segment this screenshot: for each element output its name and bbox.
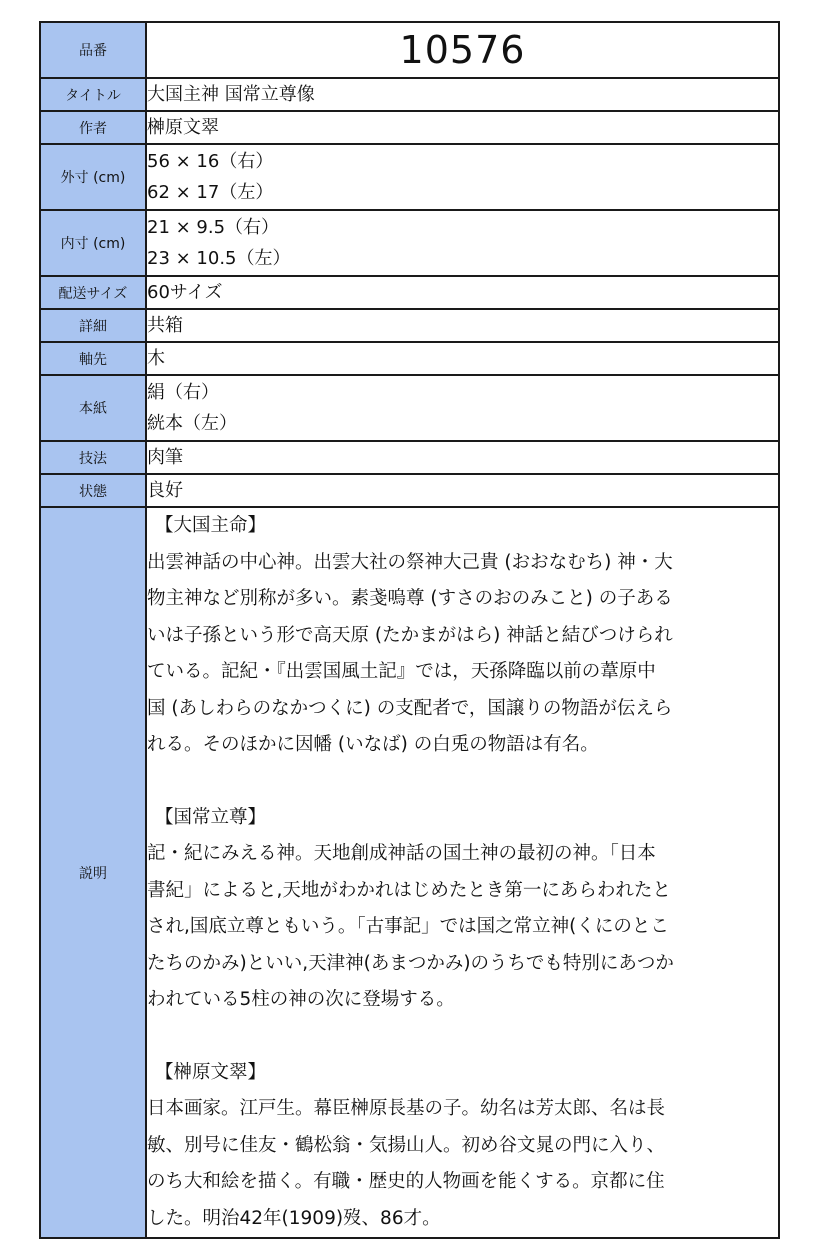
row-axis-end — [40, 342, 779, 375]
section-line: われている5柱の神の次に登場する。 — [147, 989, 455, 1010]
row-paper — [40, 375, 779, 441]
row-inner-size — [40, 210, 779, 276]
section-line: 書紀」によると,天地がわかれはじめたとき第一にあらわれたと — [147, 879, 671, 901]
description-label: 説明 — [40, 507, 146, 1238]
description-body — [146, 507, 779, 1238]
row-description — [40, 507, 779, 1238]
technique-label: 技法 — [40, 441, 146, 474]
condition-label: 状態 — [40, 474, 146, 507]
row-author — [40, 111, 779, 144]
section-heading: 【国常立尊】 — [155, 806, 267, 828]
inner-size-left: 23 × 10.5（左） — [147, 248, 291, 269]
technique-value: 肉筆 — [146, 441, 779, 474]
section-line: ている。記紀・『出雲国風土記』では，天孫降臨以前の葦原中 — [147, 661, 656, 682]
paper-label: 本紙 — [40, 375, 146, 441]
row-outer-size — [40, 144, 779, 210]
section-line: のち大和絵を描く。有職・歴史的人物画を能くする。京都に住 — [147, 1171, 665, 1192]
axis-end-label: 軸先 — [40, 342, 146, 375]
section-kuninotokotachi — [147, 800, 778, 1019]
section-heading: 【榊原文翠】 — [155, 1061, 267, 1083]
paper-right: 絹（右） — [147, 382, 219, 403]
outer-size-value — [146, 144, 779, 210]
shipping-size-label: 配送サイズ — [40, 276, 146, 309]
title-value: 大国主神 国常立尊像 — [146, 78, 779, 111]
details-label: 詳細 — [40, 309, 146, 342]
row-technique — [40, 441, 779, 474]
author-label: 作者 — [40, 111, 146, 144]
row-details — [40, 309, 779, 342]
inner-size-value — [146, 210, 779, 276]
row-item-number — [40, 22, 779, 78]
shipping-size-value: 60サイズ — [146, 276, 779, 309]
section-line: たちのかみ)といい,天津神(あまつかみ)のうちでも特別にあつか — [147, 952, 674, 974]
paper-left: 絖本（左） — [147, 413, 237, 434]
outer-size-label: 外寸 (cm) — [40, 144, 146, 210]
row-title — [40, 78, 779, 111]
product-spec-table — [39, 21, 780, 1239]
section-line: れる。そのほかに因幡 (いなば) の白兎の物語は有名。 — [147, 734, 599, 755]
section-line: 出雲神話の中心神。出雲大社の祭神大己貴 (おおなむち) 神・大 — [147, 551, 673, 573]
section-line: 敏、別号に佳友・鶴松翁・気揚山人。初め谷文晁の門に入り、 — [147, 1134, 666, 1156]
section-line: 物主神など別称が多い。素戔嗚尊 (すさのおのみこと) の子ある — [147, 588, 673, 609]
section-okuninushi — [147, 508, 778, 764]
section-line: 日本画家。江戸生。幕臣榊原長基の子。幼名は芳太郎、名は長 — [147, 1098, 666, 1119]
item-number-label: 品番 — [40, 22, 146, 78]
item-number-value: 10576 — [146, 22, 779, 78]
section-sakakibara-bunsui — [147, 1055, 778, 1238]
condition-value: 良好 — [146, 474, 779, 507]
paper-value — [146, 375, 779, 441]
section-line: した。明治42年(1909)歿、86才。 — [147, 1207, 441, 1229]
author-value: 榊原文翠 — [146, 111, 779, 144]
details-value: 共箱 — [146, 309, 779, 342]
row-shipping-size — [40, 276, 779, 309]
axis-end-value: 木 — [146, 342, 779, 375]
section-line: され,国底立尊ともいう。「古事記」では国之常立神(くにのとこ — [147, 916, 669, 937]
outer-size-left: 62 × 17（左） — [147, 182, 274, 203]
section-line: 記・紀にみえる神。天地創成神話の国土神の最初の神。「日本 — [147, 843, 656, 864]
section-line: いは子孫という形で高天原 (たかまがはら) 神話と結びつけられ — [147, 624, 673, 646]
inner-size-label: 内寸 (cm) — [40, 210, 146, 276]
row-condition — [40, 474, 779, 507]
section-heading: 【大国主命】 — [155, 515, 267, 536]
inner-size-right: 21 × 9.5（右） — [147, 217, 280, 238]
title-label: タイトル — [40, 78, 146, 111]
outer-size-right: 56 × 16（右） — [147, 151, 274, 172]
section-line: 国 (あしわらのなかつくに) の支配者で，国譲りの物語が伝えら — [147, 697, 673, 719]
